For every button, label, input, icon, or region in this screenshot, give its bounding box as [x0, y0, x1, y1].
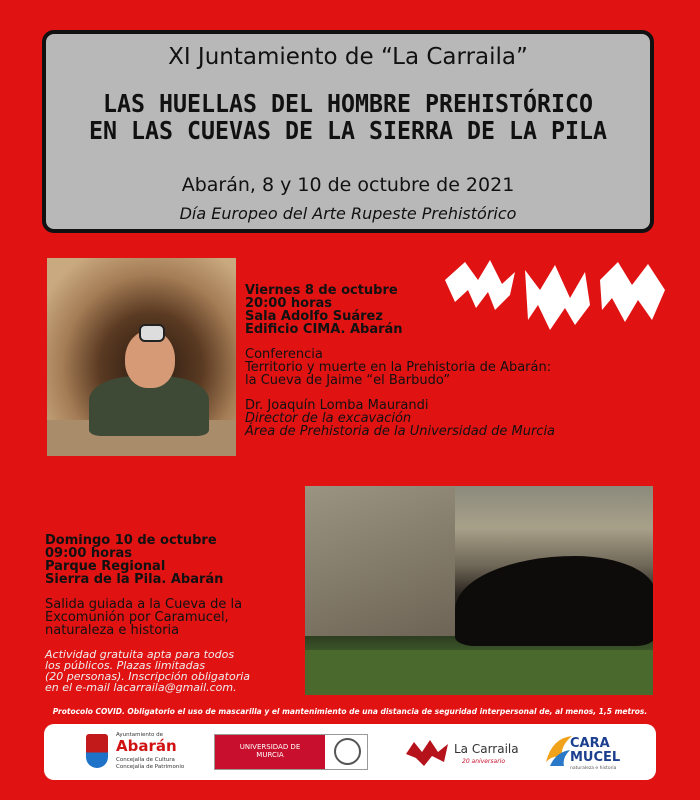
event2-desc-3: naturaleza e historia: [45, 623, 180, 638]
umu-seal-icon: [334, 738, 361, 765]
commemoration-day: Día Europeo del Arte Rupeste Prehistórico: [179, 204, 517, 223]
event-dates: Abarán, 8 y 10 de octubre de 2021: [181, 174, 515, 196]
event1-type: Conferencia: [245, 347, 323, 362]
carraila-sub: 20 aniversario: [462, 758, 506, 765]
event1-role-1: Director de la excavación: [245, 411, 412, 426]
carraila-name: La Carraila: [454, 742, 519, 756]
umu-line-2: MURCIA: [256, 751, 284, 759]
event2-note-4: en el e-mail lacarraila@gmail.com.: [45, 681, 237, 694]
event1-talk-line-1: Territorio y muerte en la Prehistoria de Abarán:: [245, 360, 552, 375]
abaran-logo-name: Abarán: [116, 737, 177, 755]
main-title: [67, 90, 629, 144]
umu-line-1: UNIVERSIDAD DE: [239, 743, 301, 751]
event2-place-2: Sierra de la Pila. Abarán: [45, 572, 224, 587]
abaran-shield-icon: [86, 734, 108, 768]
abaran-logo-sub-2: Concejalía de Patrimonio: [116, 764, 185, 770]
caramucel-logo: [542, 730, 634, 774]
headlamp-icon: [139, 324, 165, 342]
event1-time: 20:00 horas: [245, 296, 333, 311]
event2-desc-1: Salida guiada a la Cueva de la: [45, 597, 243, 612]
event2-time: 09:00 horas: [45, 546, 133, 561]
event2-place-1: Parque Regional: [45, 559, 166, 574]
abaran-logo-top: Ayuntamiento de: [116, 732, 164, 738]
event2-day: Domingo 10 de octubre: [45, 533, 217, 548]
abaran-logo-sub-1: Concejalía de Cultura: [116, 757, 175, 763]
sponsor-logos-bar: [44, 724, 656, 780]
event1-day: Viernes 8 de octubre: [245, 283, 398, 298]
main-title-line-2: EN LAS CUEVAS DE LA SIERRA DE LA PILA: [89, 116, 607, 145]
cave-photo: [305, 486, 653, 695]
event1-venue: Sala Adolfo Suárez: [245, 309, 383, 324]
event1-building: Edificio CIMA. Abarán: [245, 322, 403, 337]
event2-note-1: Actividad gratuita apta para todos: [45, 648, 235, 661]
event1-speaker: Dr. Joaquín Lomba Maurandi: [245, 398, 429, 413]
carraila-logo: [404, 730, 544, 774]
event2-note-2: los públicos. Plazas limitadas: [45, 659, 206, 672]
speaker-photo: [47, 258, 236, 456]
event2-note-3: (20 personas). Inscripción obligatoria: [45, 670, 251, 683]
abaran-logo: [86, 730, 201, 774]
caramucel-name-1: CARA: [570, 736, 610, 751]
header-box: [42, 30, 654, 233]
universidad-murcia-logo: [214, 734, 368, 770]
event-friday: [245, 284, 665, 438]
main-title-line-1: LAS HUELLAS DEL HOMBRE PREHISTÓRICO: [103, 89, 593, 118]
caramucel-name-2: MUCEL: [570, 750, 621, 765]
caramucel-tagline: naturaleza e historia: [570, 766, 617, 771]
event1-talk-line-2: la Cueva de Jaime “el Barbudo”: [245, 373, 451, 388]
covid-notice: Protocolo COVID. Obligatorio el uso de mascarilla y el mantenimiento de una distancia de seguridad interpersonal de, al menos, 1,5 metros.: [52, 707, 648, 716]
event-sunday: [45, 534, 295, 693]
carraila-mark-icon: [404, 734, 450, 770]
event2-desc-2: Excomunión por Caramucel,: [45, 610, 229, 625]
edition-title: XI Juntamiento de “La Carraila”: [168, 44, 528, 70]
event1-role-2: Área de Prehistoria de la Universidad de Murcia: [245, 424, 556, 439]
